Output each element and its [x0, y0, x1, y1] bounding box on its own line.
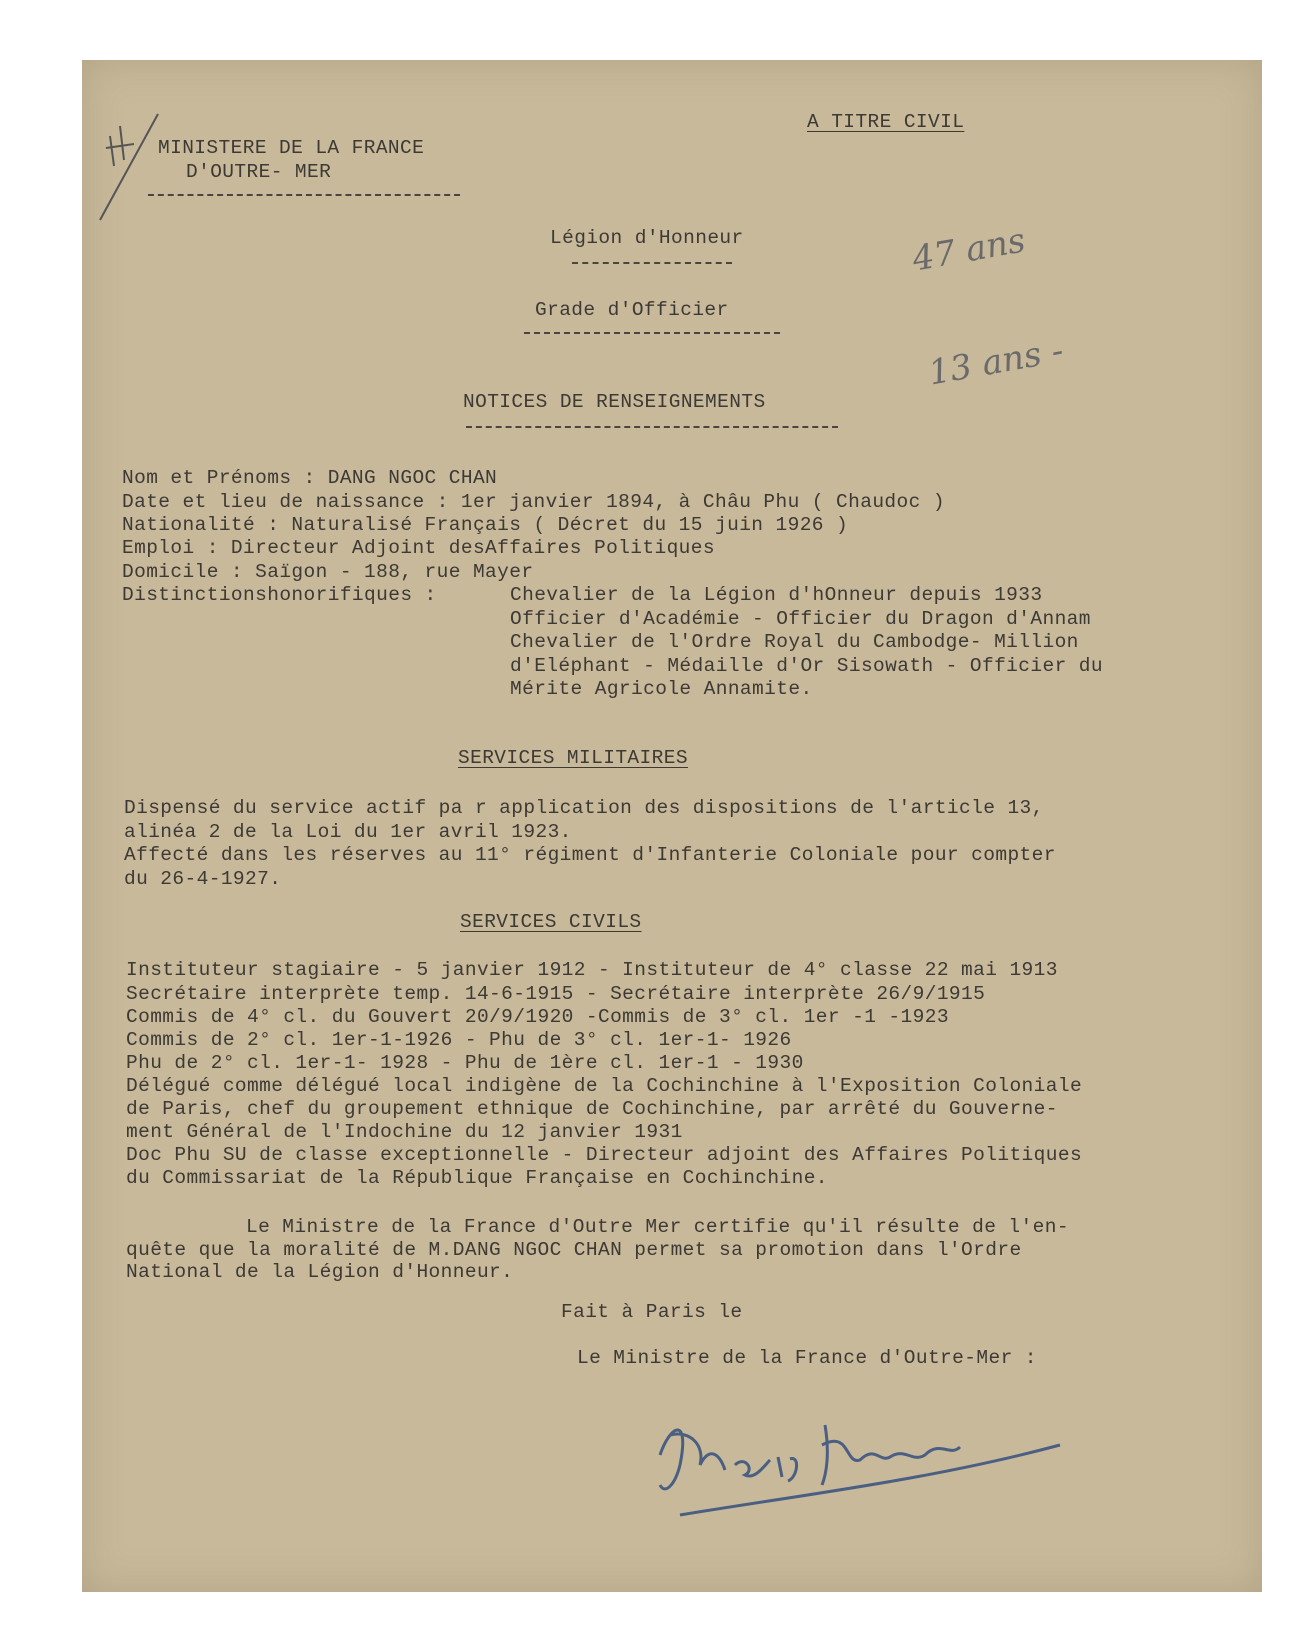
notices-rule — [466, 426, 838, 428]
civil-services-title: SERVICES CIVILS — [460, 911, 642, 933]
civil-service-line: ment Général de l'Indochine du 12 janvier 1931 — [126, 1121, 683, 1143]
military-line: alinéa 2 de la Loi du 1er avril 1923. — [124, 821, 572, 843]
civil-service-line: Doc Phu SU de classe exceptionnelle - Directeur adjoint des Affaires Politiques — [126, 1144, 1083, 1166]
military-line: Dispensé du service actif pa r application des dispositions de l'article 13, — [124, 797, 1044, 819]
age-annotation-1: 47 ans — [909, 220, 1029, 280]
identity-domicile: Domicile : Saïgon - 188, rue Mayer — [122, 561, 534, 583]
ministry-line2: D'OUTRE- MER — [186, 161, 332, 183]
distinction-line: Mérite Agricole Annamite. — [510, 678, 813, 700]
certification-line: quête que la moralité de M.DANG NGOC CHAN permet sa promotion dans l'Ordre — [126, 1239, 1022, 1261]
distinction-line: d'Eléphant - Médaille d'Or Sisowath - Officier du — [510, 655, 1103, 677]
signature — [650, 1385, 1070, 1525]
civil-service-line: du Commissariat de la République Française en Cochinchine. — [126, 1167, 828, 1189]
civil-service-line: Délégué comme délégué local indigène de la Cochinchine à l'Exposition Coloniale — [126, 1075, 1083, 1097]
civil-service-line: Commis de 2° cl. 1er-1-1926 - Phu de 3° cl. 1er-1- 1926 — [126, 1029, 792, 1051]
distinction-line: Chevalier de l'Ordre Royal du Cambodge- Million — [510, 631, 1079, 653]
military-title: SERVICES MILITAIRES — [458, 747, 688, 769]
legion-title: Légion d'Honneur — [550, 227, 744, 249]
ministry-line1: MINISTERE DE LA FRANCE — [158, 137, 425, 159]
identity-name: Nom et Prénoms : DANG NGOC CHAN — [122, 467, 498, 489]
grade-title: Grade d'Officier — [535, 299, 729, 321]
identity-nationality: Nationalité : Naturalisé Français ( Décret du 15 juin 1926 ) — [122, 514, 849, 536]
civil-service-line: de Paris, chef du groupement ethnique de Cochinchine, par arrêté du Gouverne- — [126, 1098, 1058, 1120]
signing-place: Fait à Paris le — [561, 1301, 743, 1323]
pencil-mark — [96, 108, 166, 228]
military-line: du 26-4-1927. — [124, 868, 282, 890]
identity-employment: Emploi : Directeur Adjoint desAffaires Politiques — [122, 537, 715, 559]
civil-service-line: Phu de 2° cl. 1er-1- 1928 - Phu de 1ère cl. 1er-1 - 1930 — [126, 1052, 804, 1074]
civil-service-line: Secrétaire interprète temp. 14-6-1915 - Secrétaire interprète 26/9/1915 — [126, 983, 986, 1005]
distinction-line: Officier d'Académie - Officier du Dragon d'Annam — [510, 608, 1091, 630]
military-line: Affecté dans les réserves au 11° régiment d'Infanterie Coloniale pour compter — [124, 844, 1056, 866]
notices-title: NOTICES DE RENSEIGNEMENTS — [463, 391, 766, 413]
civil-service-line: Instituteur stagiaire - 5 janvier 1912 - Instituteur de 4° classe 22 mai 1913 — [126, 959, 1058, 981]
certification-line: Le Ministre de la France d'Outre Mer certifie qu'il résulte de l'en- — [246, 1216, 1069, 1238]
legion-rule — [572, 262, 732, 264]
ministry-rule — [148, 194, 460, 196]
grade-rule — [524, 332, 780, 334]
distinction-line: Chevalier de la Légion d'hOnneur depuis 1933 — [510, 584, 1043, 606]
identity-birth: Date et lieu de naissance : 1er janvier 1894, à Châu Phu ( Chaudoc ) — [122, 491, 945, 513]
civil-service-line: Commis de 4° cl. du Gouvert 20/9/1920 -Commis de 3° cl. 1er -1 -1923 — [126, 1006, 949, 1028]
civil-title: A TITRE CIVIL — [807, 111, 965, 133]
certification-line: National de la Légion d'Honneur. — [126, 1261, 514, 1283]
age-annotation-2: 13 ans - — [925, 330, 1067, 394]
distinctions-label: Distinctionshonorifiques : — [122, 584, 437, 606]
signatory: Le Ministre de la France d'Outre-Mer : — [577, 1347, 1037, 1369]
